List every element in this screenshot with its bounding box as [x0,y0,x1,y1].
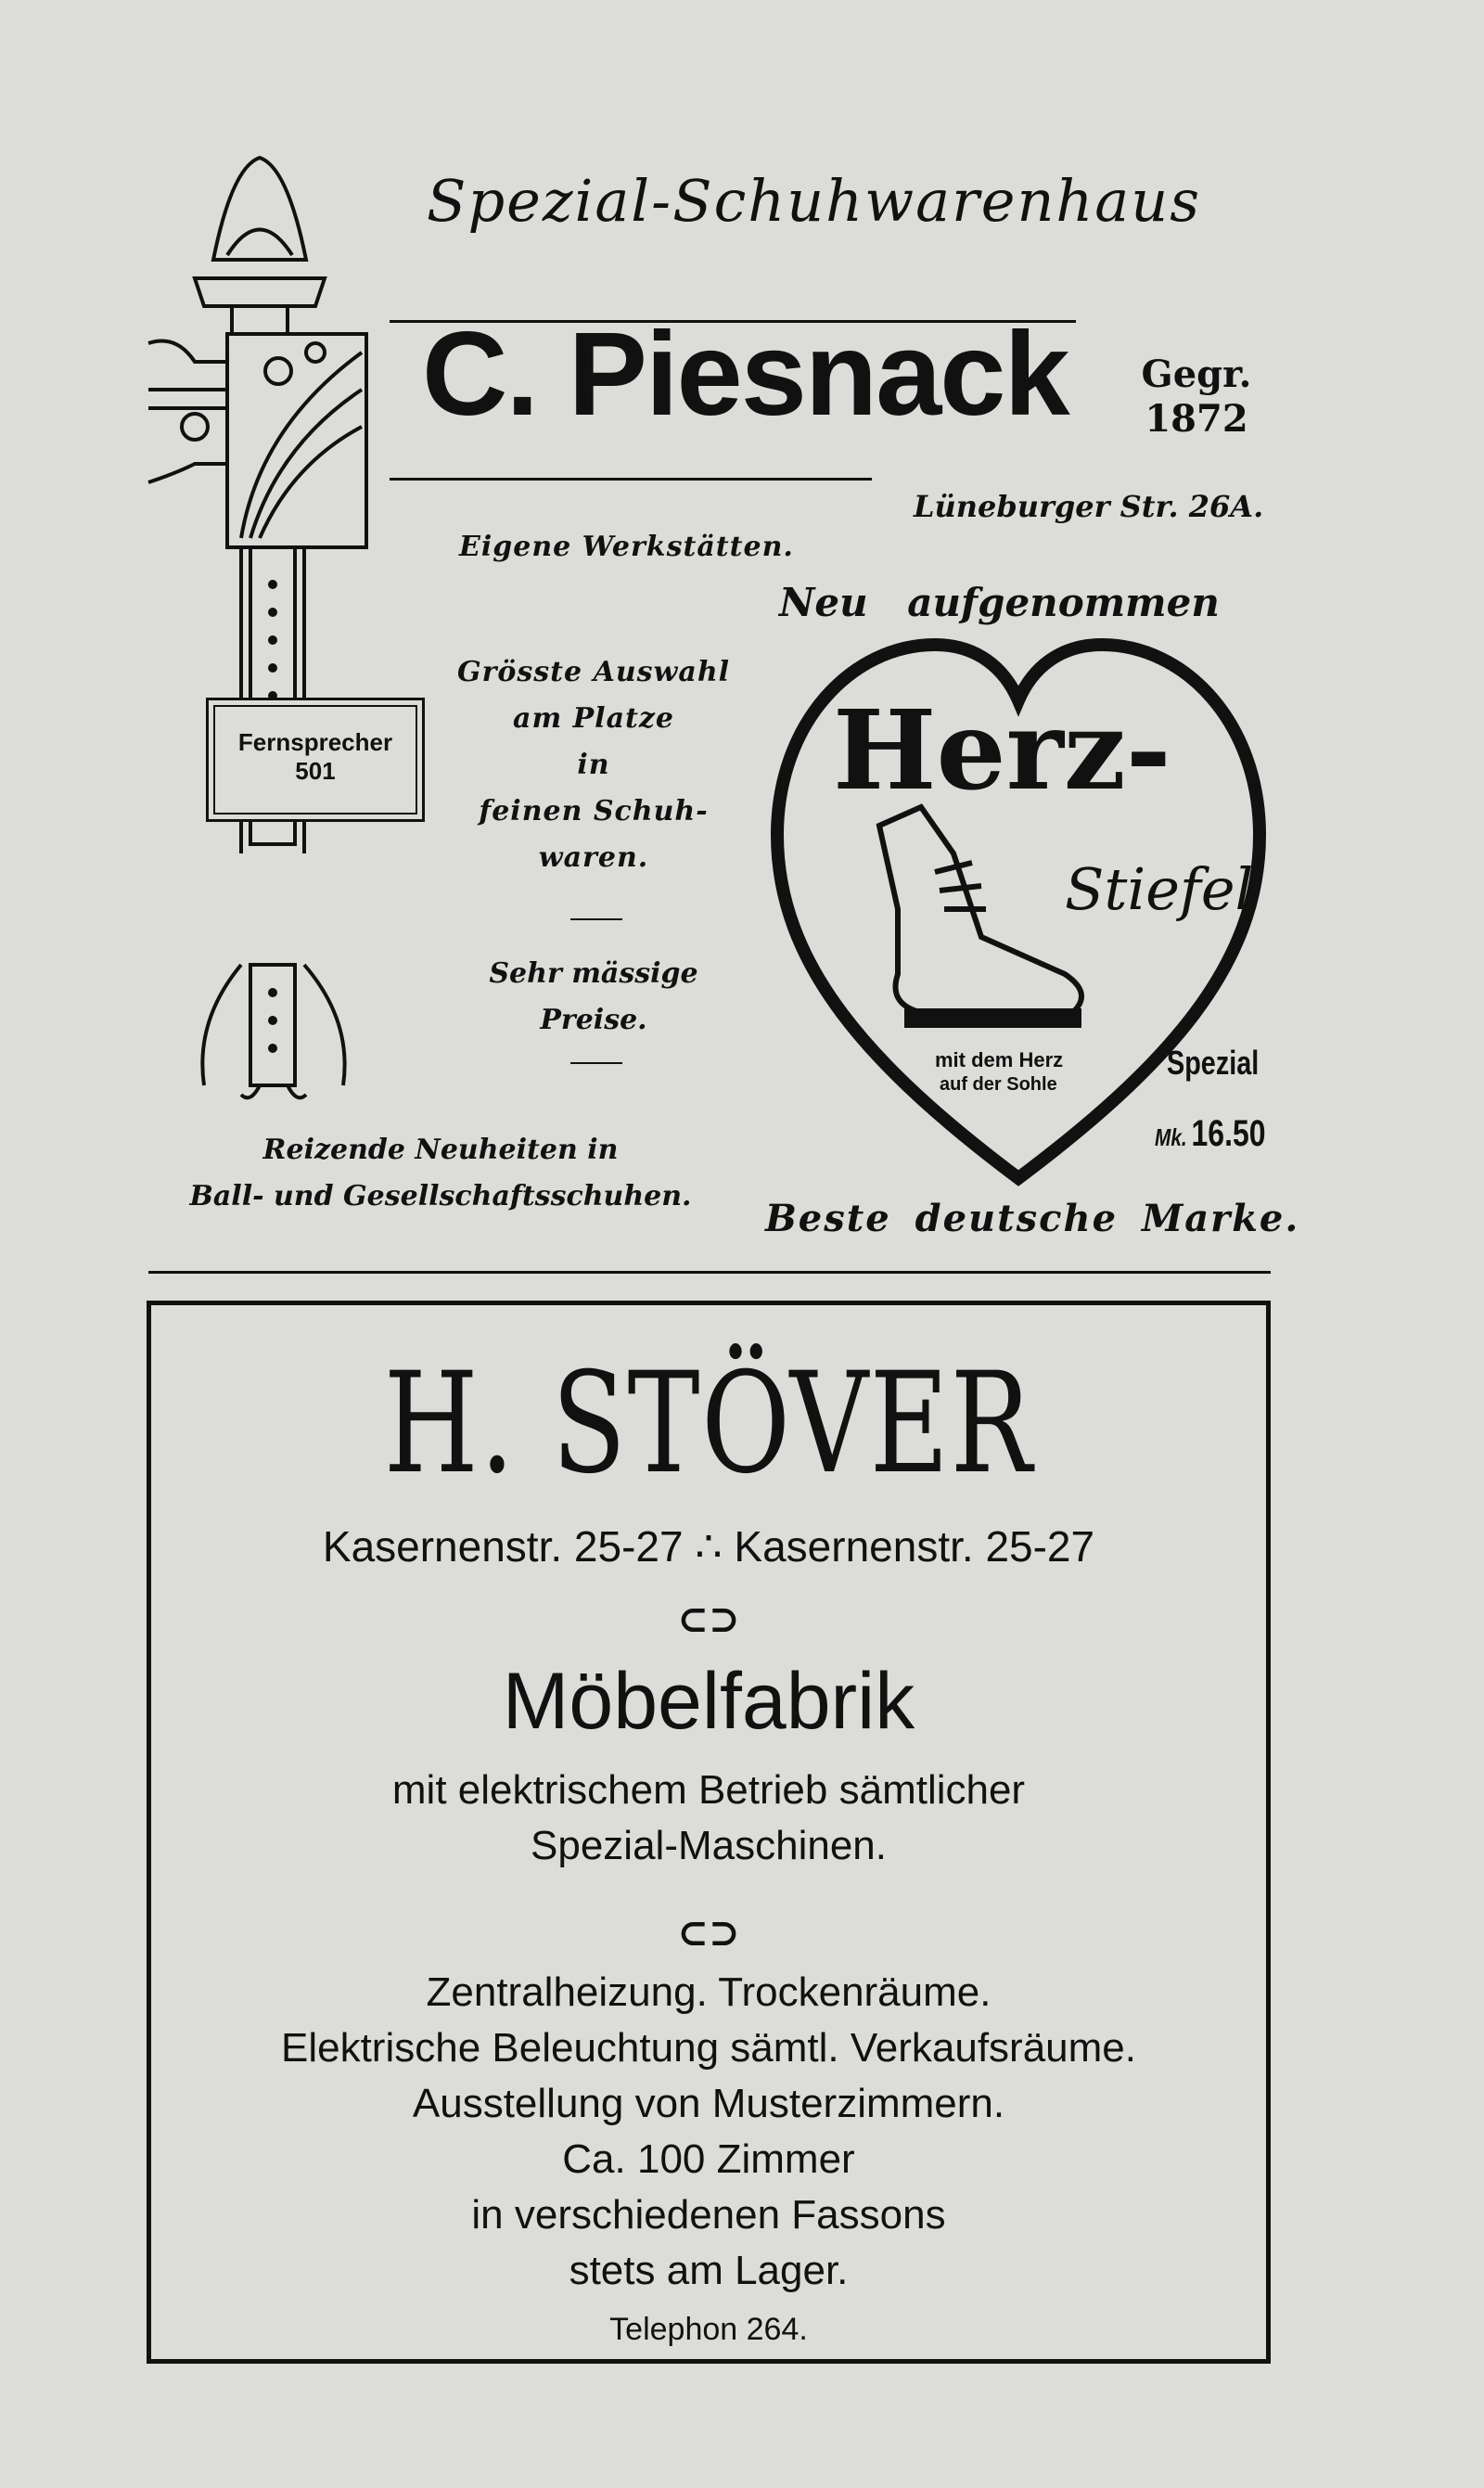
prices-line: Preise. [540,1004,647,1036]
store-type-heading: Spezial-Schuhwarenhaus [427,167,1202,235]
divider-dash [570,918,622,920]
workshops-text: Eigene Werkstätten. [459,531,794,563]
phone-number: 501 [295,757,336,785]
ornament-divider-icon: ⊂⊃ [677,1911,740,1955]
stover-headline: Möbelfabrik [502,1657,915,1746]
price-value: 16.50 [1191,1113,1266,1154]
phone-label: Fernsprecher [237,728,393,756]
paragraph-line: mit elektrischem Betrieb sämtlicher [391,1767,1026,1813]
bottom-rule [390,478,872,481]
selection-line: am Platze [513,702,674,735]
newly-added-text: Neu aufgenommen [779,580,1220,625]
paragraph-line: Spezial-Maschinen. [531,1823,887,1868]
spezial-label: Spezial [1167,1044,1260,1082]
prices-line: Sehr mässige [489,957,698,990]
stover-name: H. STÖVER [383,1343,1034,1505]
store-address: Lüneburger Str. 26A. [914,489,1264,524]
paragraph-line: Ausstellung von Musterzimmern. [412,2081,1005,2126]
herz-stiefel-heart-logo [759,631,1278,1187]
selection-line: feinen Schuh- [479,795,709,827]
phone-box [206,698,425,822]
founded-label: Gegr. [1141,353,1252,396]
boot-icon [879,807,1081,1025]
selection-line: waren. [538,841,649,874]
art-nouveau-ornament [139,148,408,1104]
selection-line: in [577,749,610,781]
selection-line: Grösste Auswahl [456,656,731,688]
paragraph-line: stets am Lager. [569,2248,849,2293]
founded-year: 1872 [1145,397,1248,441]
founded-block [1141,353,1252,442]
heart-sole-line1: mit dem Herz [935,1048,1064,1071]
paragraph-line: Elektrische Beleuchtung sämtl. Verkaufsräume. [280,2025,1136,2071]
section-separator [148,1271,1271,1274]
price-currency: Mk. [1155,1123,1187,1151]
price [1155,1113,1266,1155]
heart-sole-line2: auf der Sohle [940,1074,1057,1095]
heart-subtitle: Stiefel [1065,855,1254,923]
stover-telephone: Telephon 264. [609,2312,808,2347]
prices-text [445,951,742,1044]
store-name: C. Piesnack [422,308,1068,441]
divider-dash [570,1062,622,1064]
selection-text [445,649,742,881]
stover-paragraph-2 [147,1965,1271,2299]
paragraph-line: in verschiedenen Fassons [471,2192,946,2238]
stover-address: Kasernenstr. 25-27 ∴ Kasernenstr. 25-27 [322,1522,1095,1571]
paragraph-line: Ca. 100 Zimmer [562,2136,855,2182]
novelties-text [172,1127,710,1220]
heart-title: Herz- [833,686,1171,814]
novelties-line: Reizende Neuheiten in [262,1134,619,1166]
brand-tagline: Beste deutsche Marke. [765,1197,1300,1240]
ornament-divider-icon: ⊂⊃ [677,1597,740,1641]
paragraph-line: Zentralheizung. Trockenräume. [426,1969,991,2015]
novelties-line: Ball- und Gesellschaftsschuhen. [189,1180,692,1212]
stover-paragraph-1 [147,1763,1271,1874]
heart-icon [759,631,1278,1187]
